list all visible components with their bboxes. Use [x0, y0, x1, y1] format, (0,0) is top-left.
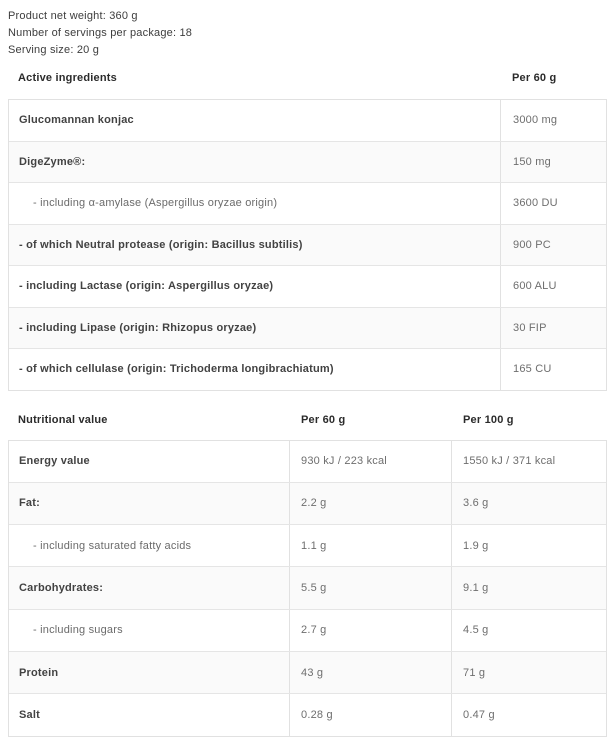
ingredient-value: 600 ALU [500, 266, 606, 307]
nutrient-label: Fat: [19, 497, 40, 510]
ingredient-value: 30 FIP [500, 308, 606, 349]
active-ingredients-title: Active ingredients [18, 72, 117, 84]
ingredient-label: - including Lipase (origin: Rhizopus oryzae) [19, 321, 257, 334]
nutrient-value-per-60g: 930 kJ / 223 kcal [289, 441, 451, 482]
active-ingredients-table [8, 99, 607, 391]
nutrient-value-per-60g: 2.7 g [289, 610, 451, 651]
nutrient-value-per-60g: 0.28 g [289, 694, 451, 735]
nutritional-value-table [8, 440, 607, 737]
table-row [9, 348, 606, 390]
ingredient-value: 3000 mg [500, 100, 606, 141]
ingredient-value: 3600 DU [500, 183, 606, 224]
nutrient-value-per-100g: 1550 kJ / 371 kcal [451, 441, 606, 482]
table-row [9, 307, 606, 349]
nutrient-label: - including sugars [33, 624, 123, 637]
table-row [9, 609, 606, 651]
table-row [9, 651, 606, 693]
nutrient-label: - including saturated fatty acids [33, 539, 192, 552]
table-row [9, 693, 606, 735]
table-row [9, 566, 606, 608]
ingredient-value: 150 mg [500, 142, 606, 183]
table-row [9, 182, 606, 224]
ingredient-label: - including Lactase (origin: Aspergillus oryzae) [19, 280, 274, 293]
table-row [9, 482, 606, 524]
ingredient-value: 165 CU [500, 349, 606, 390]
table-row [9, 441, 606, 482]
nutrient-value-per-60g: 5.5 g [289, 567, 451, 608]
ingredient-label: - of which Neutral protease (origin: Bacillus subtilis) [19, 238, 303, 251]
nutritional-value-header [8, 391, 607, 440]
per-60g-column-header: Per 60 g [512, 72, 557, 84]
table-row [9, 524, 606, 566]
nutritional-value-title: Nutritional value [18, 413, 108, 426]
nutrient-value-per-60g: 43 g [289, 652, 451, 693]
product-net-weight: Product net weight: 360 g [8, 10, 138, 22]
table-row [9, 100, 606, 141]
nutrient-label: Salt [19, 708, 40, 721]
nutrient-value-per-100g: 71 g [451, 652, 606, 693]
ingredient-label: - including α-amylase (Aspergillus oryzae origin) [33, 197, 278, 210]
nutrient-value-per-60g: 2.2 g [289, 483, 451, 524]
per-60g-column-header: Per 60 g [301, 413, 346, 426]
active-ingredients-header [8, 65, 607, 99]
table-row [9, 224, 606, 266]
product-meta [8, 8, 607, 59]
nutrient-label: Energy value [19, 455, 90, 468]
table-row [9, 141, 606, 183]
nutrient-value-per-100g: 3.6 g [451, 483, 606, 524]
nutrient-label: Carbohydrates: [19, 582, 104, 595]
serving-size: Serving size: 20 g [8, 44, 100, 56]
nutrient-value-per-100g: 1.9 g [451, 525, 606, 566]
per-100g-column-header: Per 100 g [463, 413, 514, 426]
nutrient-label: Protein [19, 666, 59, 679]
ingredient-value: 900 PC [500, 225, 606, 266]
nutrient-value-per-100g: 9.1 g [451, 567, 606, 608]
nutrient-value-per-100g: 4.5 g [451, 610, 606, 651]
nutrient-value-per-60g: 1.1 g [289, 525, 451, 566]
ingredient-label: - of which cellulase (origin: Trichoderma longibrachiatum) [19, 363, 334, 376]
table-row [9, 265, 606, 307]
servings-per-package: Number of servings per package: 18 [8, 27, 193, 39]
ingredient-label: DigeZyme®: [19, 155, 86, 168]
nutrient-value-per-100g: 0.47 g [451, 694, 606, 735]
ingredient-label: Glucomannan konjac [19, 114, 134, 127]
